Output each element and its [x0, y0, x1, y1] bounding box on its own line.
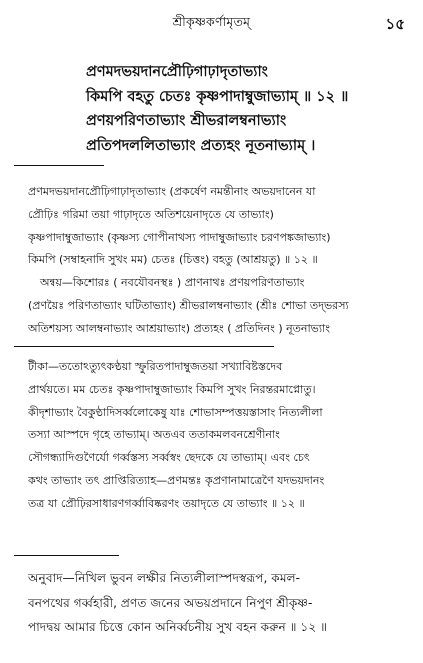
verse-line: প্রতিপদললিতাভ্যাং প্রত্যহং নূতনাভ্যাম্‌ ।: [86, 137, 316, 154]
commentary-line: অতিশয়স্য আলম্বনাভ্যাং আশ্রয়াভ্যাং) প্রত্যহং ( প্রতিদিনং ) নূতনাভ্যাং: [28, 321, 330, 335]
section-divider: [14, 346, 274, 347]
commentary-line: টীকা—ততোঽত্যুৎকণ্ঠয়া স্ফুরিতপাদাম্বুজতয়া সখ্যাবিষ্টস্তদেব: [28, 360, 283, 373]
commentary-line: কীদৃশাভ্যাং বৈকুণ্ঠাদিসর্ব্বলোকেষু যাঃ শোভাসম্পত্তয়স্তাসাং নিত্যলীলা: [28, 405, 323, 419]
page-number: ১৫: [385, 15, 405, 33]
anvaya-commentary: [28, 181, 408, 341]
page-header: [0, 14, 423, 36]
commentary-line: কিমপি (সম্বাহনাদি সুখং মম) চেতঃ (চিত্তং) বহতু (আশ্রয়তু) ॥ ১২ ॥: [28, 253, 318, 267]
commentary-line: সৌগন্ধ্যাদিগুণৈর্যো গর্ব্বস্তস্য সর্ব্বস্বং ছেদকে যে তাভ্যাম্‌। এবং চেৎ: [28, 451, 310, 465]
verse-line: প্রণয়পরিণতাভ্যাং শ্রীভরালম্বনাভ্যাং: [86, 113, 287, 129]
commentary-line: প্রৌঢ়িঃ গরিমা তয়া গাঢ়াদৃতে অতিশয়েনাদৃতে যে তাভ্যাং): [28, 207, 274, 221]
verse-line: প্রণমদভয়দানপ্রৌঢ়িগাঢ়াদৃতাভ্যাং: [86, 64, 268, 80]
section-divider: [14, 165, 104, 166]
commentary-line: প্রার্থয়তে। মম চেতঃ কৃষ্ণপাদাম্বুজাভ্যাং কিমপি সুখং নিরন্তরমাপ্নোতু।: [28, 382, 316, 396]
sanskrit-verse: [86, 60, 416, 158]
commentary-line: অন্বয়—কিশোরঃ ( নবযৌবনস্থঃ ) প্রাণনাথঃ প্রণয়পরিণতাভ্যাং: [40, 276, 305, 290]
translation-line: পাদদ্বয় আমার চিত্তে কোন অনির্ব্বচনীয় সুখ বহন করুন ॥ ১২ ॥: [28, 620, 328, 634]
commentary-line: প্রণমদভয়দানপ্রৌঢ়িগাঢ়াদৃতাভ্যাং (প্রকর্ষেণ নমন্তীনাং অভয়দানেন যা: [28, 185, 316, 198]
commentary-line: কৃষ্ণপাদাম্বুজাভ্যাং (কৃষ্ণস্য গোপীনাথস্য পাদাম্বুজাভ্যাং চরণপঙ্কজাভ্যাং): [28, 230, 331, 244]
translation-line: বনপথের গর্ব্বহারী, প্রণত জনের অভয়প্রদানে নিপুণ শ্রীকৃষ্ণ-: [28, 595, 313, 610]
commentary-line: (প্রণয়ৈঃ পরিণতাভ্যাং ঘটিতাভ্যাং) শ্রীভরালম্বনাভ্যাং (শ্রীঃ শোভা তদ্‌ভরস্য: [28, 298, 349, 312]
translation-line: অনুবাদ—নিখিল ভুবন লক্ষীর নিত্যলীলাস্পদস্বরূপ, কমল-: [28, 571, 301, 585]
section-divider: [14, 555, 119, 556]
commentary-line: তস্যা আস্পদে গৃহে তাভ্যাম্‌। অতএব ততাকমলবনশ্রেণীনাং: [28, 428, 280, 442]
commentary-line: তত্র যা প্রৌঢ়িরসাধারণগর্ব্বাবিষ্করণং তয়াদৃতে যে তাভ্যাং ॥ ১২ ॥: [28, 496, 305, 510]
running-title: শ্রীকৃষ্ণকর্ণামৃতম্‌: [172, 14, 251, 29]
commentary-line: কথং তাভ্যাং তৎ প্রাপ্তিরিত্যাহ—প্রণমন্তঃ কৃপ্রণানামাত্রেণৈ যদভয়দানং: [28, 473, 325, 487]
verse-line: কিমপি বহতু চেতঃ কৃষ্ণপাদাম্বুজাভ্যাম্‌ ॥ ১২ ॥: [86, 88, 349, 105]
bengali-translation: [28, 566, 408, 640]
tika-commentary: [28, 356, 408, 516]
